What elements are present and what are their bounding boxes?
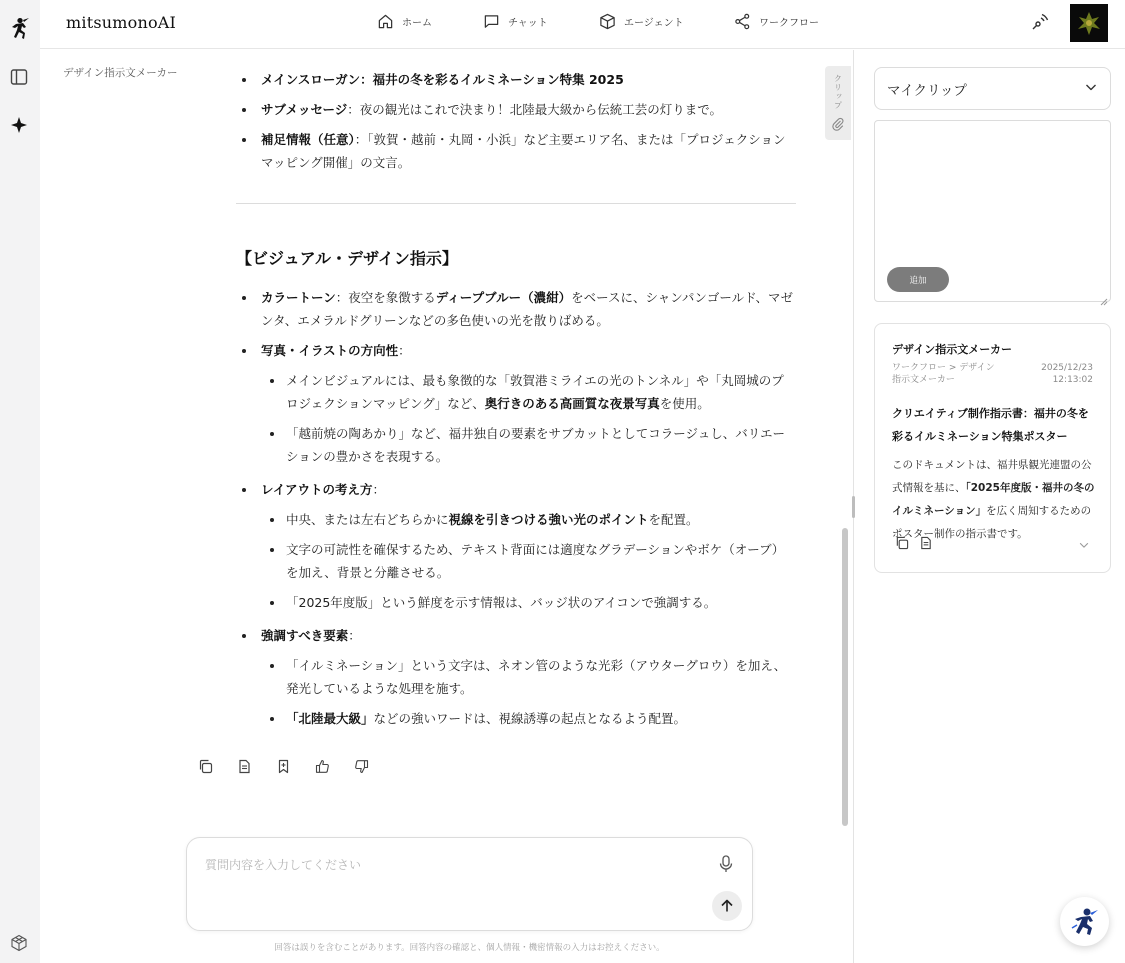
broadcast-icon[interactable] — [1030, 12, 1050, 32]
sub-list-item — [261, 538, 796, 584]
clip-card-date: 2025/12/23 12:13:02 — [1041, 363, 1093, 385]
item-text: メインビジュアルには、最も象徴的な「敦賀港ミライエの光のトンネル」や「丸岡城のプロジェクションマッピング」など、 — [286, 373, 784, 411]
list-item — [236, 624, 796, 730]
visual-design-list — [236, 286, 796, 730]
thumbs-down-icon[interactable] — [352, 757, 371, 776]
message-input[interactable] — [205, 856, 705, 886]
myclip-dropdown-label: マイクリップ — [887, 82, 967, 99]
sub-list-item — [261, 591, 796, 614]
document-icon[interactable] — [919, 535, 933, 554]
clip-card-body-text: を広く周知するためのポスター制作の指示書です。 — [892, 505, 1092, 540]
item-label: カラートーン — [261, 290, 336, 305]
sub-list-item — [261, 707, 796, 730]
left-rail — [0, 0, 40, 963]
item-text: 「2025年度版」という鮮度を示す情報は、バッジ状のアイコンで強調する。 — [286, 595, 717, 610]
chevron-down-icon — [1084, 80, 1098, 98]
sub-list — [261, 369, 796, 468]
chat-icon — [483, 13, 500, 30]
nav-agent[interactable] — [599, 13, 684, 30]
list-item — [236, 68, 796, 91]
list-item — [236, 478, 796, 614]
list-item — [236, 128, 796, 174]
clip-card-path: ワークフロー > デザイン指示文メーカー — [892, 363, 995, 385]
item-label: 強調すべき要素 — [261, 628, 349, 643]
resize-grip-icon[interactable] — [1100, 291, 1108, 299]
item-emphasis: ディープブルー（濃紺） — [435, 290, 572, 305]
chat-composer — [186, 837, 753, 931]
item-colon: ： — [372, 482, 386, 497]
clip-card-title: デザイン指示文メーカー — [892, 343, 1013, 356]
item-text: 「越前焼の陶あかり」など、福井独自の要素をサブカットとしてコラージュし、バリエーションの豊かさを表現する。 — [286, 426, 786, 464]
chat-main — [40, 50, 837, 830]
sub-list — [261, 654, 796, 730]
send-button[interactable] — [712, 891, 742, 921]
assistant-message — [236, 68, 796, 740]
list-item — [236, 339, 796, 468]
clip-card-body-emphasis: 「2025年度版・福井の冬のイルミネーション」 — [892, 482, 1095, 517]
disclaimer-text: 回答は誤りを含むことがあります。回答内容の確認と、個人情報・機密情報の入力はお控えください。 — [274, 943, 665, 953]
document-icon[interactable] — [235, 757, 254, 776]
item-emphasis: 視線を引きつける強い光のポイント — [448, 512, 649, 527]
expand-chevron-icon[interactable] — [1078, 536, 1090, 555]
item-colon: ： — [348, 628, 361, 643]
workflow-icon — [734, 13, 751, 30]
microphone-icon[interactable] — [717, 854, 735, 874]
item-emphasis: 「北陸最大級」 — [286, 711, 374, 726]
clip-tab[interactable] — [825, 66, 851, 140]
nav-home-label: ホーム — [402, 18, 432, 29]
item-text: を使用。 — [659, 396, 710, 411]
item-text: ：「敦賀・越前・丸岡・小浜」など主要エリア名、または「プロジェクションマッピング開催」の文言。 — [261, 132, 786, 170]
ninja-mascot-icon — [1069, 906, 1101, 938]
nav-agent-label: エージェント — [624, 18, 684, 29]
item-text: を配置。 — [648, 512, 699, 527]
myclip-dropdown[interactable] — [874, 67, 1111, 110]
sub-list-item — [261, 422, 796, 468]
item-text: 文字の可読性を確保するため、テキスト背面には適度なグラデーションやボケ（オーブ）を加え、背景と分離させる。 — [286, 542, 785, 580]
nav-chat-label: チャット — [508, 18, 548, 29]
ninja-logo-icon[interactable] — [5, 14, 33, 42]
cube-icon — [599, 13, 616, 30]
item-colon: ： — [398, 343, 411, 358]
list-item — [236, 98, 796, 121]
header-list — [236, 68, 796, 174]
arrow-up-icon — [719, 898, 735, 914]
clip-tab-label: クリップ — [833, 74, 843, 110]
clip-card-headline: クリエイティブ制作指示書：福井の冬を彩るイルミネーション特集ポスター — [892, 407, 1089, 443]
sub-list — [261, 508, 796, 614]
message-actions — [196, 757, 371, 776]
clip-card[interactable] — [874, 323, 1111, 573]
nav-workflow-label: ワークフロー — [759, 18, 819, 29]
item-emphasis: 奥行きのある高画質な夜景写真 — [484, 396, 660, 411]
clip-card-actions — [895, 535, 933, 554]
sub-list-item — [261, 369, 796, 415]
item-label: レイアウトの考え方 — [261, 482, 373, 497]
nav-home[interactable] — [377, 13, 432, 30]
item-text: ：夜空を象徴する — [335, 290, 436, 305]
partial-line: メインスローガン：福井の冬を彩るイルミネーション特集 2025 — [261, 72, 624, 87]
sparkle-icon[interactable] — [8, 114, 30, 136]
panel-resize-handle[interactable] — [852, 496, 855, 518]
clip-card-body — [892, 454, 1097, 540]
codesandbox-icon[interactable] — [8, 932, 30, 954]
clip-card-body-text: このドキュメントは、福井県観光連盟の公式情報を基に、 — [892, 459, 1092, 494]
assistant-fab[interactable] — [1060, 897, 1109, 946]
item-label: サブメッセージ — [261, 102, 348, 117]
memo-area — [874, 120, 1111, 302]
thumbs-up-icon[interactable] — [313, 757, 332, 776]
item-text: ：夜の観光はこれで決まり！北陸最大級から伝統工芸の灯りまで。 — [347, 102, 723, 117]
user-avatar[interactable] — [1070, 4, 1108, 42]
sub-list-item — [261, 508, 796, 531]
nav-chat[interactable] — [483, 13, 548, 30]
copy-icon[interactable] — [895, 535, 909, 554]
sidebar-toggle-icon[interactable] — [8, 66, 30, 88]
breadcrumb[interactable]: デザイン指示文メーカー — [63, 67, 178, 79]
item-text: をベースに、シャンパンゴールド、マゼンタ、エメラルドグリーンなどの多色使いの光を散りばめる。 — [261, 290, 794, 328]
item-text: 中央、または左右どちらかに — [286, 512, 449, 527]
paperclip-icon — [832, 116, 844, 135]
item-label: 補足情報（任意） — [261, 132, 355, 147]
memo-input[interactable] — [883, 129, 1103, 259]
nav-workflow[interactable] — [734, 13, 819, 30]
copy-icon[interactable] — [196, 757, 215, 776]
item-text: などの強いワードは、視線誘導の起点となるよう配置。 — [373, 711, 687, 726]
list-item — [236, 286, 796, 332]
section-heading: 【ビジュアル・デザイン指示】 — [236, 249, 458, 268]
add-button[interactable]: 追加 — [887, 267, 949, 292]
top-bar — [40, 0, 1125, 49]
brand-name[interactable]: mitsumonoAI — [66, 13, 177, 32]
item-text: 「イルミネーション」という文字は、ネオン管のような光彩（アウターグロウ）を加え、発光しているような処理を施す。 — [286, 658, 787, 696]
scrollbar-thumb[interactable] — [842, 528, 848, 826]
bookmark-icon[interactable] — [274, 757, 293, 776]
sub-list-item — [261, 654, 796, 700]
home-icon — [377, 13, 394, 30]
item-label: 写真・イラストの方向性 — [261, 343, 399, 358]
